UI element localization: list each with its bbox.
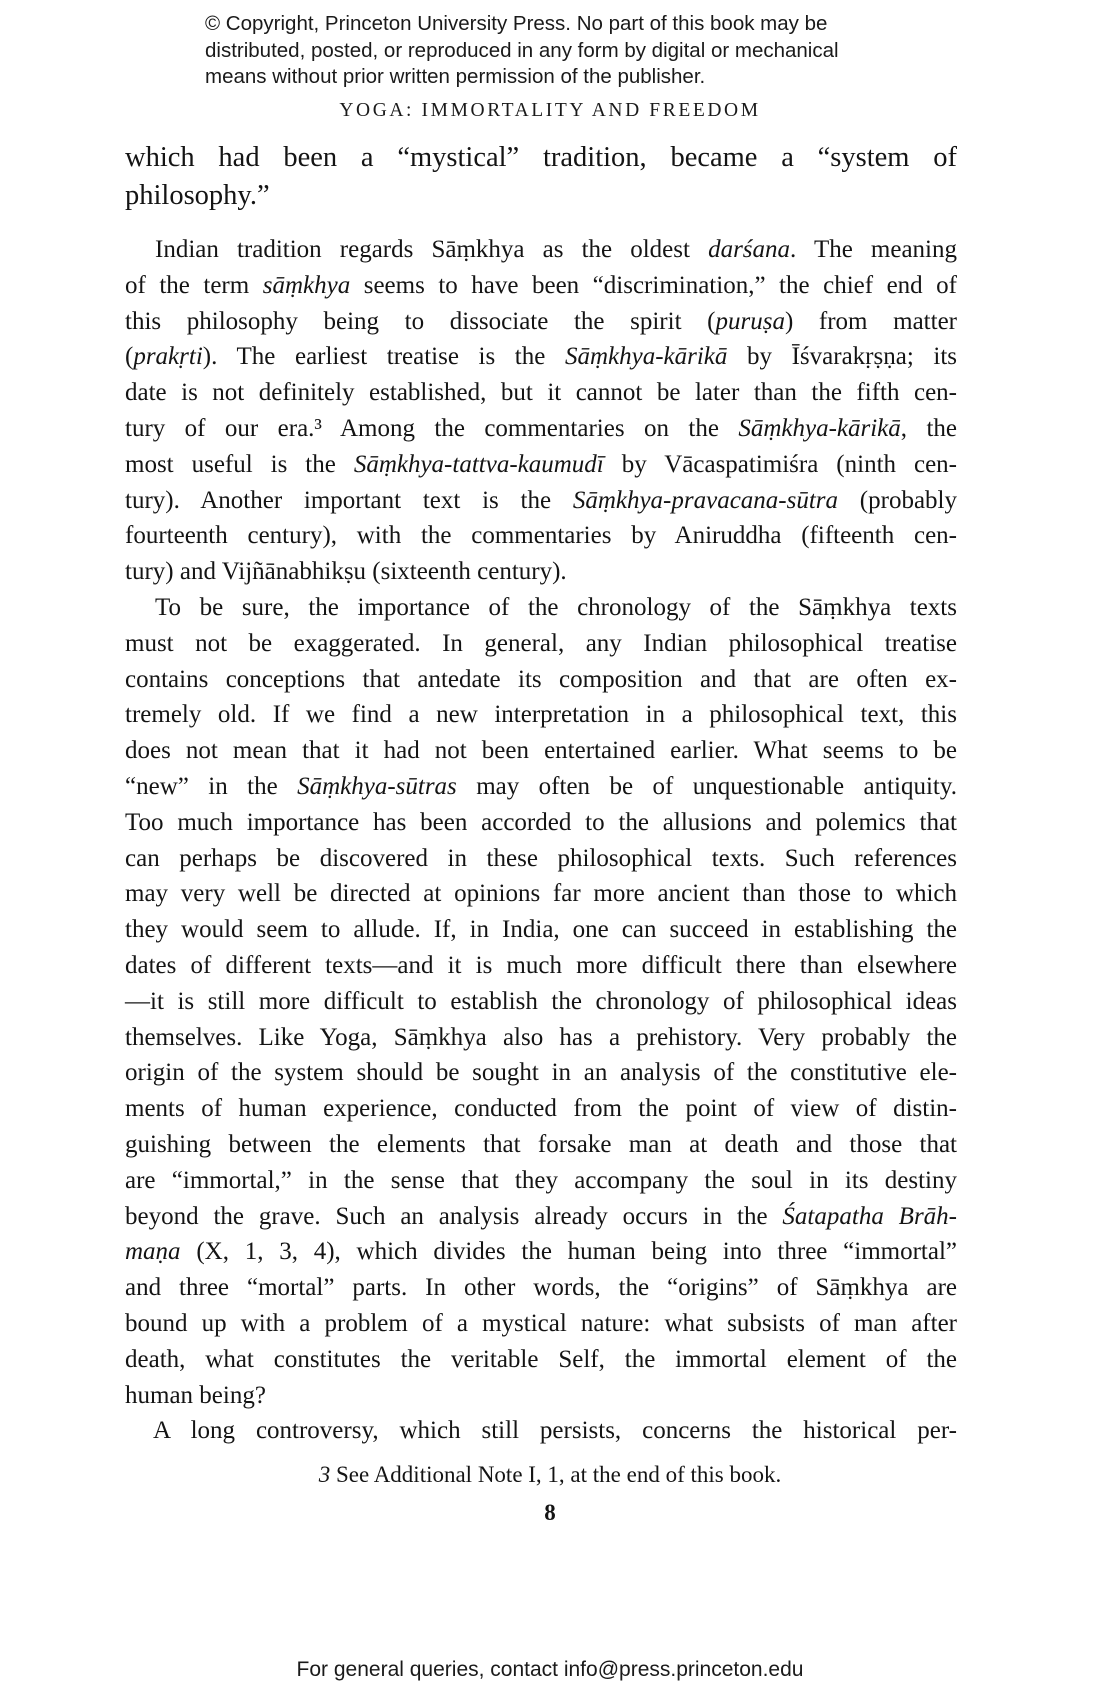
text-line: human being? <box>125 1381 266 1409</box>
text-line: Indian tradition regards Sāṃkhya as the oldest darśana. The meaning <box>155 236 958 263</box>
paragraph-controversy <box>125 1413 957 1449</box>
italic-term: puruṣa <box>715 307 785 335</box>
text-line: dates of different texts—and it is much more difficult there than elsewhere <box>125 951 957 979</box>
italic-title: maṇa <box>125 1238 181 1266</box>
text-line: does not mean that it had not been entertained earlier. What seems to be <box>125 737 957 765</box>
text-line: Too much importance has been accorded to the allusions and polemics that <box>125 808 957 836</box>
text-line: guishing between the elements that forsake man at death and those that <box>125 1130 957 1158</box>
text-line: are “immortal,” in the sense that they accompany the soul in its destiny <box>125 1166 957 1194</box>
italic-term: sāṃkhya <box>262 271 351 299</box>
footer-contact: For general queries, contact info@press.princeton.edu <box>296 1658 804 1681</box>
copyright-line: distributed, posted, or reproduced in any form by digital or mechanical <box>205 38 839 62</box>
text-line: tury of our era.³ Among the commentaries on the Sāṃkhya-kārikā, the <box>125 414 957 442</box>
running-head: YOGA: IMMORTALITY AND FREEDOM <box>339 100 761 121</box>
text-line: fourteenth century), with the commentaries by Aniruddha (fifteenth cen- <box>125 522 957 550</box>
text-line: maṇa (X, 1, 3, 4), which divides the human being into three “immortal” <box>125 1238 957 1266</box>
footnote-text: See Additional Note I, 1, at the end of this book. <box>330 1462 782 1487</box>
text-line: this philosophy being to dissociate the spirit (puruṣa) from matter <box>125 307 957 335</box>
text-line: tury). Another important text is the Sāṃkhya-pravacana-sūtra (probably <box>125 486 957 514</box>
text-line: bound up with a problem of a mystical nature: what subsists of man after <box>125 1309 957 1337</box>
italic-term: darśana <box>708 236 791 263</box>
copyright-line: means without prior written permission of the publisher. <box>205 65 706 88</box>
text-line: To be sure, the importance of the chronology of the Sāṃkhya texts <box>155 593 957 621</box>
text-line: and three “mortal” parts. In other words, the “origins” of Sāṃkhya are <box>125 1274 957 1302</box>
body-text <box>125 139 957 1449</box>
text-line: origin of the system should be sought in an analysis of the constitutive ele- <box>125 1059 957 1087</box>
italic-title: Śatapatha Brāh- <box>782 1202 957 1230</box>
italic-term: prakṛti <box>133 343 203 371</box>
text-line: death, what constitutes the veritable Self, the immortal element of the <box>125 1345 957 1373</box>
footnote <box>0 1462 1100 1488</box>
italic-title: Sāṃkhya-sūtras <box>297 772 457 800</box>
text-line: philosophy.” <box>125 180 270 211</box>
footnote-number: 3 <box>318 1462 331 1487</box>
text-line: tury) and Vijñānabhikṣu (sixteenth century). <box>125 558 567 586</box>
text-line: date is not definitely established, but it cannot be later than the fifth cen- <box>125 379 957 407</box>
text-line: tremely old. If we find a new interpretation in a philosophical text, this <box>125 701 957 729</box>
copyright-line: © Copyright, Princeton University Press. No part of this book may be <box>205 12 828 35</box>
italic-title: Sāṃkhya-pravacana-sūtra <box>572 486 839 514</box>
paragraph-chronology <box>125 590 957 1413</box>
text-line: A long controversy, which still persists, concerns the historical per- <box>153 1417 957 1445</box>
text-line: beyond the grave. Such an analysis already occurs in the Śatapatha Brāh- <box>125 1202 957 1230</box>
text-line: can perhaps be discovered in these philosophical texts. Such references <box>125 844 957 872</box>
text-line: may very well be directed at opinions far more ancient than those to which <box>125 880 957 908</box>
text-line: which had been a “mystical” tradition, became a “system of <box>125 142 957 173</box>
italic-title: Sāṃkhya-kārikā <box>738 414 901 442</box>
italic-title: Sāṃkhya-tattva-kaumudī <box>353 450 604 478</box>
text-line: must not be exaggerated. In general, any Indian philosophical treatise <box>125 629 957 657</box>
paragraph-samkhya-texts <box>125 232 957 590</box>
italic-title: Sāṃkhya-kārikā <box>564 343 728 371</box>
text-line: of the term sāṃkhya seems to have been “discrimination,” the chief end of <box>125 271 958 299</box>
text-line: most useful is the Sāṃkhya-tattva-kaumudī by Vācaspatimiśra (ninth cen- <box>125 450 958 478</box>
text-line: themselves. Like Yoga, Sāṃkhya also has a prehistory. Very probably the <box>125 1023 957 1051</box>
page-number: 8 <box>544 1500 556 1525</box>
text-line: (prakṛti). The earliest treatise is the Sāṃkhya-kārikā by Īśvarakṛṣṇa; its <box>125 343 957 371</box>
text-line: “new” in the Sāṃkhya-sūtras may often be of unquestionable antiquity. <box>125 772 957 800</box>
copyright-notice <box>205 11 925 91</box>
text-line: —it is still more difficult to establish the chronology of philosophical ideas <box>125 987 957 1015</box>
text-line: ments of human experience, conducted from the point of view of distin- <box>125 1095 957 1123</box>
text-line: contains conceptions that antedate its composition and that are often ex- <box>125 665 957 693</box>
text-line: they would seem to allude. If, in India, one can succeed in establishing the <box>125 916 957 944</box>
continued-paragraph <box>125 139 957 215</box>
